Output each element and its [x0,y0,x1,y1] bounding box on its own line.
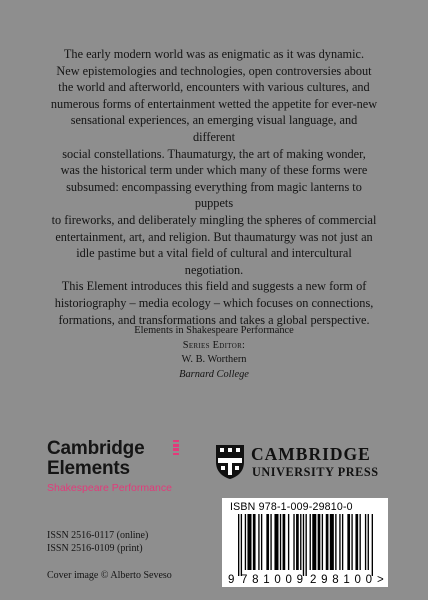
cup-name: CAMBRIDGE [251,444,371,464]
cambridge-elements-line1: Cambridge [47,438,145,459]
elements-stripes-icon [173,440,179,457]
barcode-bar [247,514,251,570]
series-title: Elements in Shakespeare Performance [134,325,294,336]
blurb-line: numerous forms of entertainment wetted the appetite for ever-new [50,96,378,111]
blurb-line: to fireworks, and deliberately mingling the spheres of commercial [51,212,377,227]
series-info [0,324,428,382]
barcode-bar [283,514,286,570]
blurb-line: historiography – media ecology – which focuses on connections, [54,295,374,310]
blurb-line: idle pastime but a vital field of cultural and intercultural negotiation. [76,246,352,277]
blurb-line: was the historical term under which many of these forms were [60,163,368,178]
blurb-line: The early modern world was as enigmatic as it was dynamic. [63,47,365,61]
barcode-bar [296,514,299,570]
barcode-bar [258,514,259,570]
barcode-quiet-zone-mark: > [377,574,384,586]
series-editor-label: Series Editor: [182,339,246,351]
barcode-bar [266,514,269,570]
barcode-bar [372,514,373,576]
barcode-bar [326,514,329,570]
barcode-bar [253,514,256,570]
blurb-line: formations, and transformations and takes a global perspective. [58,312,370,327]
barcode-bar [303,514,304,576]
back-cover-blurb [50,46,378,328]
cambridge-university-press-logo [215,444,385,484]
barcode-bar [261,514,262,570]
barcode-bar [335,514,336,570]
issn-print: ISSN 2516-0109 (print) [47,543,143,554]
isbn-barcode [222,498,388,587]
series-editor-name: W. B. Worthern [181,354,247,365]
barcode-digit-first: 9 [228,574,235,586]
blurb-line: sensational experiences, an emerging visual language, and different [70,113,358,144]
blurb-line: social constellations. Thaumaturgy, the art of making wonder, [62,146,366,161]
blurb-line: This Element introduces this field and suggests a new form of [61,279,367,294]
cover-image-credit: Cover image © Alberto Seveso [47,570,172,581]
barcode-bar [312,514,316,570]
barcode-digits-group2: 298100 [310,574,372,586]
cambridge-elements-logo [47,439,172,494]
barcode-bar [238,514,239,576]
blurb-line: entertainment, art, and religion. But thaumaturgy was not just an [55,229,373,244]
barcode-bar [306,514,307,576]
barcode-bar [245,514,246,570]
barcode-bar [365,514,366,570]
barcode-bar [270,514,271,570]
barcode-bar [347,514,350,570]
barcode-bar [342,514,343,570]
barcode-bar [241,514,242,576]
barcode-bar [368,514,369,570]
barcode-bar [339,514,340,570]
blurb-line: New epistemologies and technologies, open controversies about [56,63,372,78]
barcode-bar [300,514,301,570]
cambridge-shield-icon [215,444,245,480]
cup-press: UNIVERSITY PRESS [252,465,379,479]
blurb-line: the world and afterworld, encounters with various cultures, and [58,80,370,95]
cambridge-elements-subtitle: Shakespeare Performance [47,482,172,494]
series-editor-affiliation: Barnard College [179,368,249,380]
barcode-bar [274,514,278,570]
barcode-bar [360,514,361,570]
barcode-bar [280,514,281,570]
barcode-bar [310,514,311,570]
issn-block [47,529,148,555]
issn-online: ISSN 2516-0117 (online) [47,530,149,541]
barcode-bar [293,514,294,570]
isbn-label: ISBN 978-1-009-29810-0 [230,501,353,513]
barcode-bar [318,514,321,570]
barcode-digits-group1: 781009 [241,574,303,586]
blurb-line: subsumed: encompassing everything from magic lanterns to puppets [66,179,362,211]
barcode-bar [322,514,323,570]
barcode-bar [351,514,352,570]
barcode-bar [288,514,289,570]
barcode-bar [355,514,358,570]
barcode-bar [330,514,334,570]
cambridge-elements-line2: Elements [47,458,130,479]
